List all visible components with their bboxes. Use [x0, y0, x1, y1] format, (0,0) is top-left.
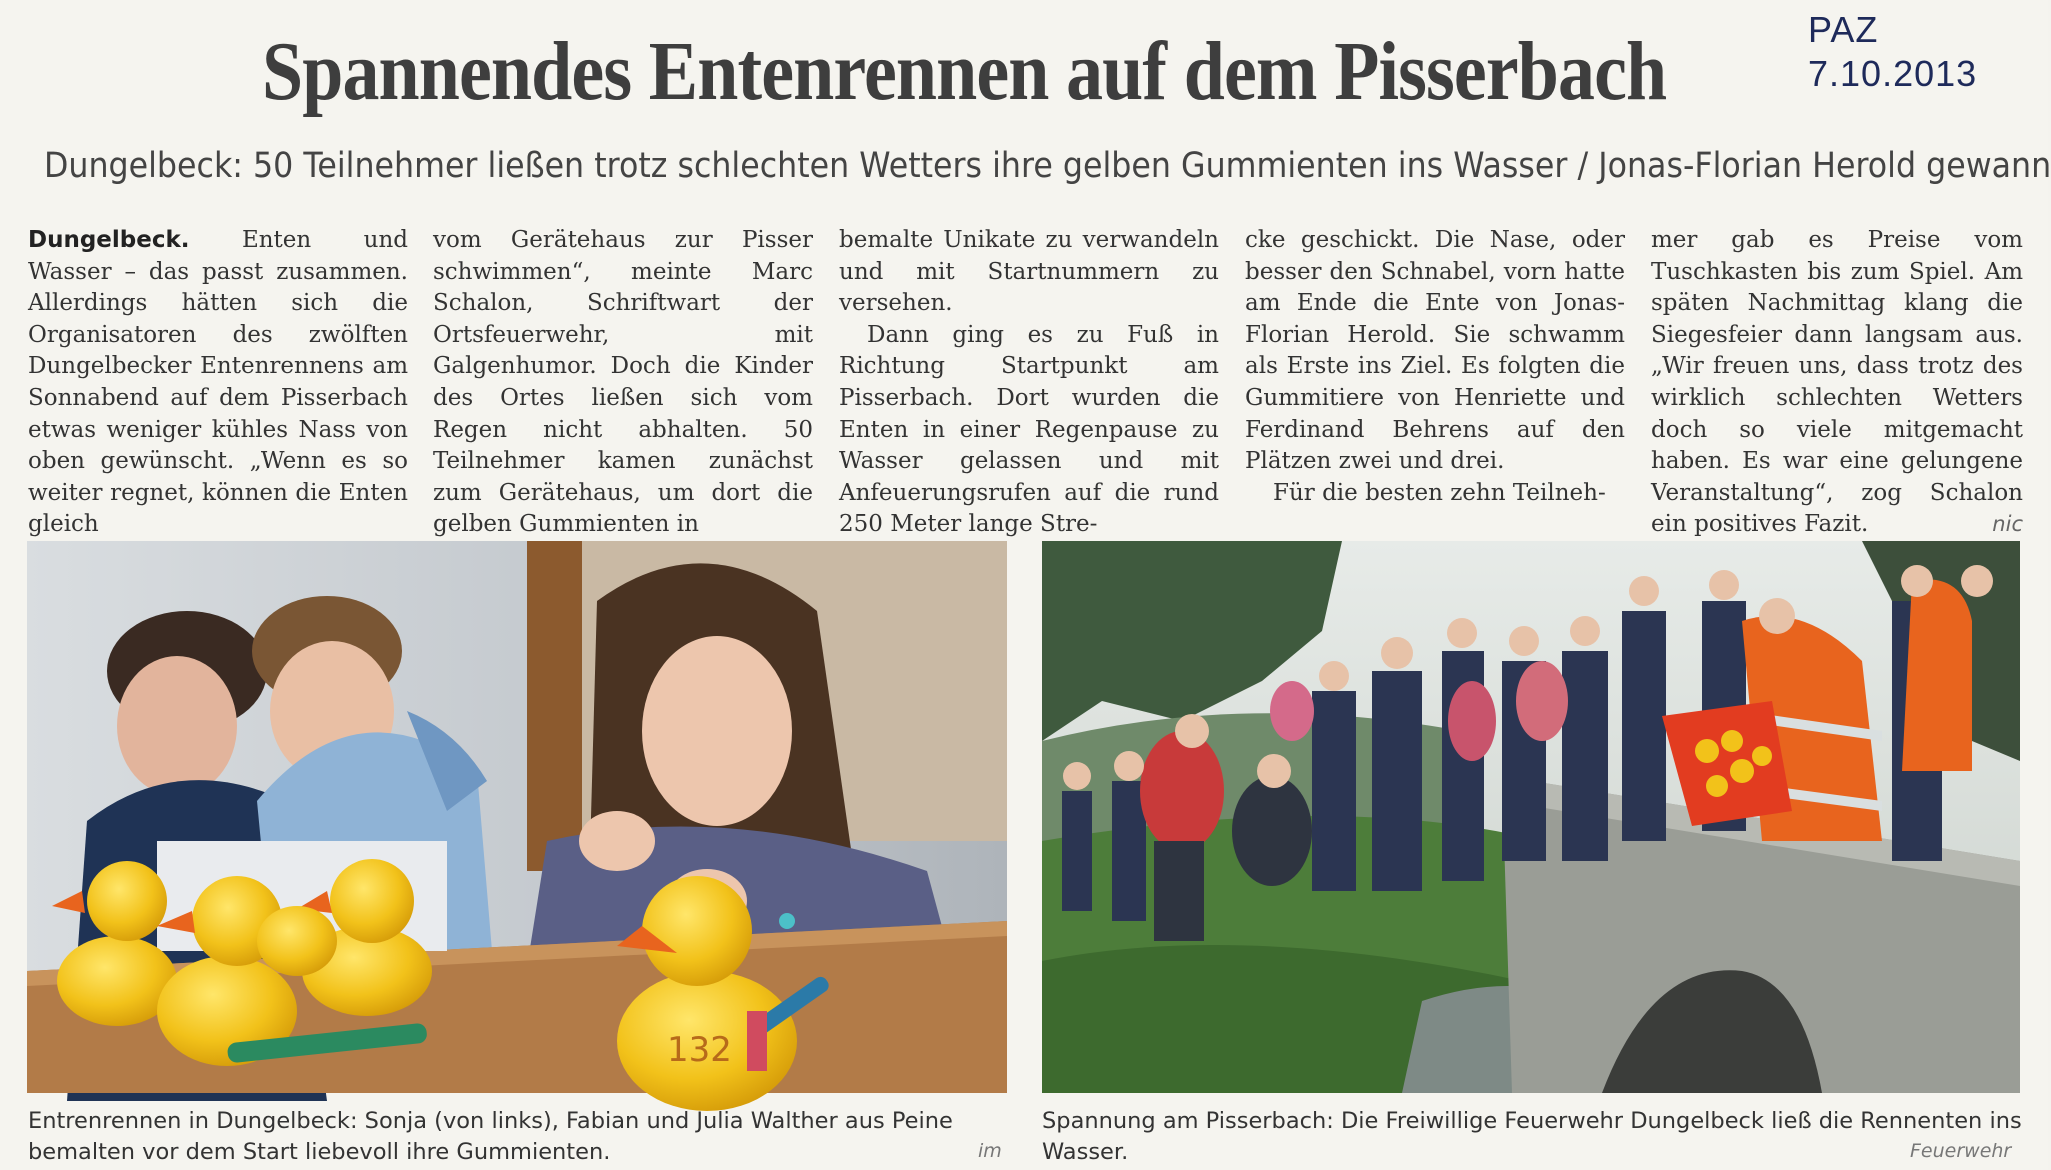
article-column-2 — [433, 225, 813, 538]
photo-fire-brigade-releasing-ducks — [1042, 541, 2020, 1093]
headline: Spannendes Entenrennen auf dem Pisserbach — [262, 25, 1667, 118]
photo-children-painting-ducks — [27, 541, 1007, 1093]
paragraph-text: mer gab es Preise vom Tuschkasten bis zum Spiel. Am späten Nachmittag klang die Siegesfeier dann langsam aus. „Wir freuen uns, dass trotz des wirklich schlechten Wetters doch so viele mitgemacht haben. Es war eine gelungene Veranstaltung“, zog Schalon ein positives Fazit. — [1651, 227, 2023, 538]
paragraph: bemalte Unikate zu verwandeln und mit Startnummern zu versehen. — [839, 227, 1219, 317]
photo-illustration — [1042, 541, 2020, 1093]
paragraph: vom Gerätehaus zur Pisser schwimmen“, meinte Marc Schalon, Schriftwart der Ortsfeuerwehr, mit Galgenhumor. Doch die Kinder des Ortes ließen sich vom Regen nicht abhalten. 50 Teilnehmer kamen zunächst zum Gerätehaus, um dort die gelben Gummienten in — [433, 227, 813, 538]
source-paper: PAZ — [1808, 9, 1879, 50]
paragraph: Für die besten zehn Teilneh- — [1273, 479, 1606, 506]
article-column-4 — [1245, 225, 1625, 515]
article-column-3 — [839, 225, 1219, 538]
photo-caption-2: Spannung am Pisserbach: Die Freiwillige Feuerwehr Dungelbeck ließ die Rennenten ins Wasser. — [1042, 1108, 2022, 1165]
paragraph — [1651, 225, 2023, 541]
duck-number: 132 — [667, 1030, 732, 1070]
author-initials: nic — [1992, 512, 2023, 537]
photo-caption-1: Entrenrennen in Dungelbeck: Sonja (von links), Fabian und Julia Walther aus Peine bemalten vor dem Start liebevoll ihre Gummienten. — [28, 1108, 953, 1165]
source-date: 7.10.2013 — [1808, 53, 1978, 94]
paragraph-text: Enten und Wasser – das passt zusammen. Allerdings hätten sich die Organisatoren des zwölften Dungelbecker Entenrennens am Sonnabend auf dem Pisserbach etwas weniger kühles Nass von oben gewünscht. „Wenn es so weiter regnet, können die Enten gleich — [28, 227, 408, 538]
dateline: Dungelbeck. — [28, 227, 190, 253]
source-stamp — [1808, 8, 2008, 96]
paragraph — [28, 225, 408, 541]
paragraph: Dann ging es zu Fuß in Richtung Startpunkt am Pisserbach. Dort wurden die Enten in einer Regenpause zu Wasser gelassen und mit Anfeuerungsrufen auf die rund 250 Meter lange Stre- — [839, 321, 1219, 538]
subheadline: Dungelbeck: 50 Teilnehmer ließen trotz schlechten Wetters ihre gelben Gummienten ins Wasser / Jonas-Florian Herold gewann — [44, 146, 2051, 186]
paragraph: cke geschickt. Die Nase, oder besser den Schnabel, vorn hatte am Ende die Ente von Jonas-Florian Herold. Sie schwamm als Erste ins Ziel. Es folgten die Gummitiere von Henriette und Ferdinand Behrens auf den Plätzen zwei und drei. — [1245, 227, 1625, 475]
article-column-5 — [1651, 225, 2023, 538]
photo-credit-1: im — [978, 1140, 1002, 1162]
article-column-1 — [28, 225, 408, 538]
photo-credit-2: Feuerwehr — [1910, 1140, 2012, 1162]
photo-illustration — [27, 541, 1007, 1093]
